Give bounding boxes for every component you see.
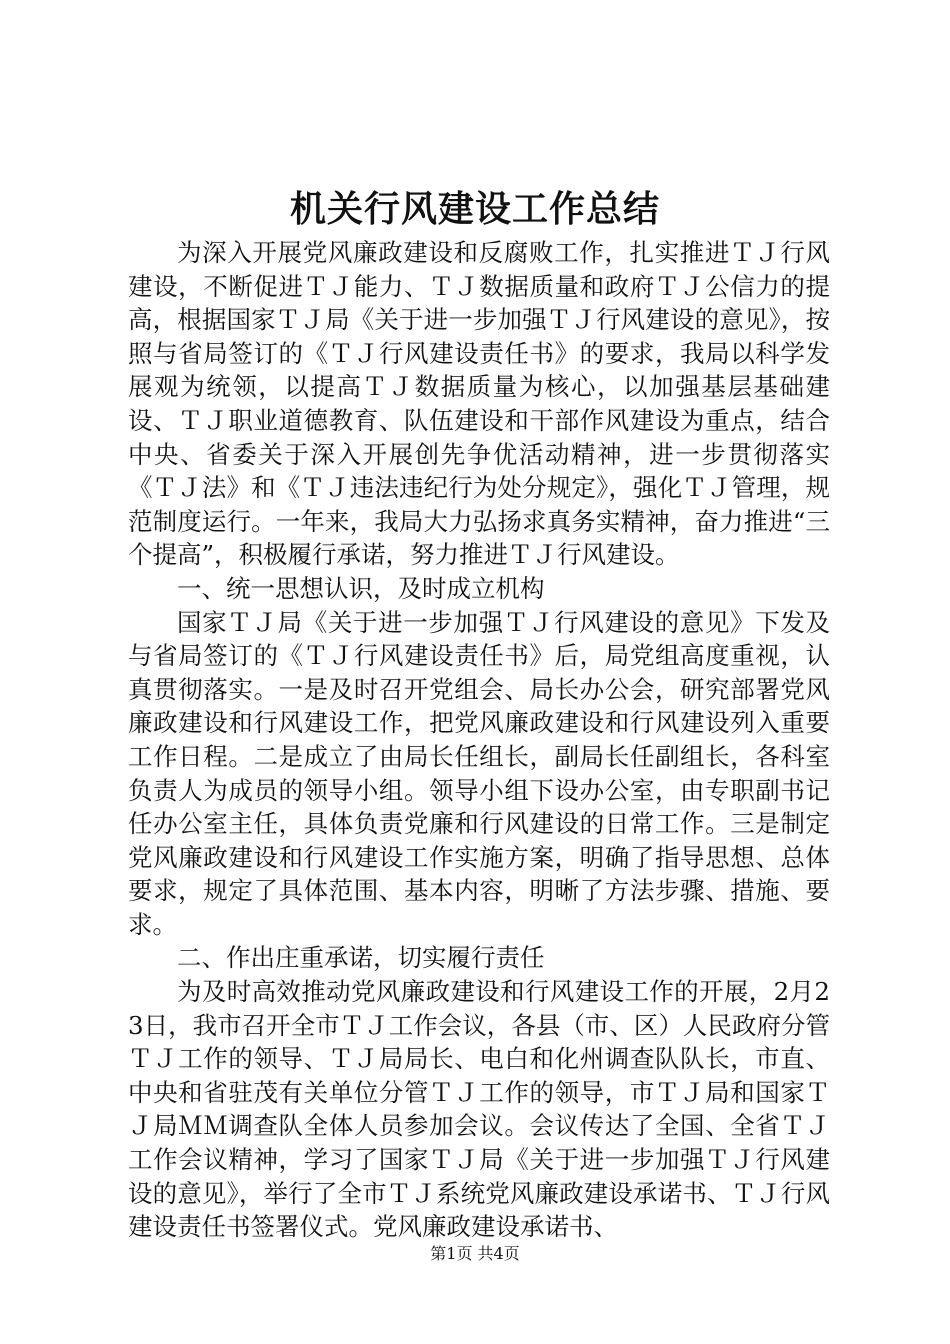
document-title: 机关行风建设工作总结	[289, 188, 660, 230]
document-body	[128, 236, 830, 1244]
page-number-footer: 第1页 共4页	[430, 1244, 520, 1263]
section-heading-1: 一、统一思想认识，及时成立机构	[177, 573, 545, 603]
paragraph-section-1: 国家ＴＪ局《关于进一步加强ＴＪ行风建设的意见》下发及与省局签订的《ＴＪ行风建设责任书》后，局党组高度重视，认真贯彻落实。一是及时召开党组会、局长办公会，研究部署党风廉政建设和行风建设工作，把党风廉政建设和行风建设列入重要工作日程。二是成立了由局长任组长，副局长任副组长，各科室负责人为成员的领导小组。领导小组下设办公室，由专职副书记任办公室主任，具体负责党廉和行风建设的日常工作。三是制定党风廉政建设和行风建设工作实施方案，明确了指导思想、总体要求，规定了具体范围、基本内容，明晰了方法步骤、措施、要求。	[128, 607, 830, 939]
paragraph-intro: 为深入开展党风廉政建设和反腐败工作，扎实推进ＴＪ行风建设，不断促进ＴＪ能力、ＴＪ数据质量和政府ＴＪ公信力的提高，根据国家ＴＪ局《关于进一步加强ＴＪ行风建设的意见》，按照与省局签订的《ＴＪ行风建设责任书》的要求，我局以科学发展观为统领，以提高ＴＪ数据质量为核心，以加强基层基础建设、ＴＪ职业道德教育、队伍建设和干部作风建设为重点，结合中央、省委关于深入开展创先争优活动精神，进一步贯彻落实《ＴＪ法》和《ＴＪ违法违纪行为处分规定》，强化ＴＪ管理，规范制度运行。一年来，我局大力弘扬求真务实精神，奋力推进“三个提高”，积极履行承诺，努力推进ＴＪ行风建设。	[128, 238, 830, 570]
paragraph-section-2: 为及时高效推动党风廉政建设和行风建设工作的开展，2月23日，我市召开全市ＴＪ工作会议，各县（市、区）人民政府分管ＴＪ工作的领导、ＴＪ局局长、电白和化州调查队队长，市直、中央和省驻茂有关单位分管ＴＪ工作的领导，市ＴＪ局和国家ＴＪ局ＭＭ调查队全体人员参加会议。会议传达了全国、全省ＴＪ工作会议精神，学习了国家ＴＪ局《关于进一步加强ＴＪ行风建设的意见》，举行了全市ＴＪ系统党风廉政建设承诺书、ＴＪ行风建设责任书签署仪式。党风廉政建设承诺书、	[128, 977, 830, 1242]
section-heading-2: 二、作出庄重承诺，切实履行责任	[177, 943, 545, 973]
